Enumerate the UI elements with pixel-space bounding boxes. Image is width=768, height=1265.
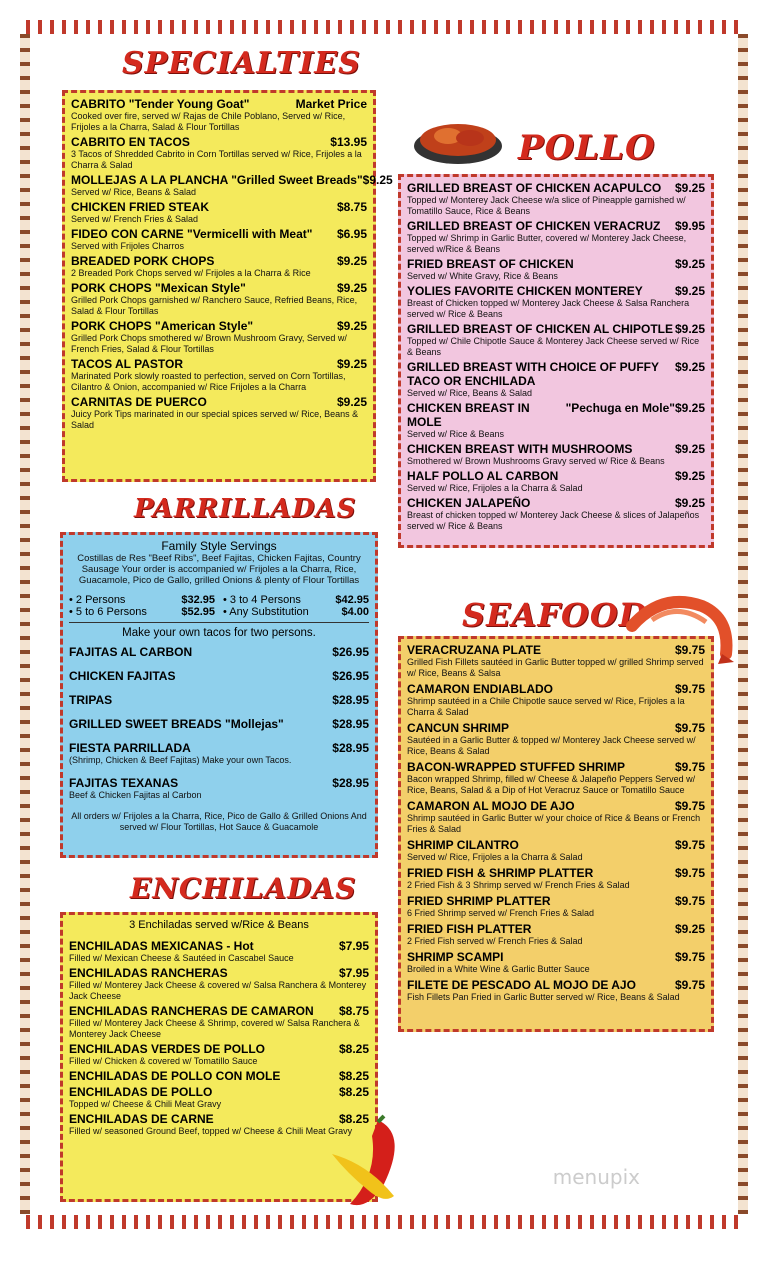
item-description: Served w/ French Fries & Salad bbox=[71, 214, 199, 224]
item-subtitle: "Pechuga en Mole" bbox=[565, 401, 675, 415]
menu-item bbox=[407, 799, 705, 835]
menu-item bbox=[407, 469, 705, 494]
menu-item bbox=[69, 1069, 369, 1083]
item-description: Beef & Chicken Fajitas al Carbon bbox=[69, 790, 202, 800]
item-description: Broiled in a White Wine & Garlic Butter Sauce bbox=[407, 964, 590, 974]
item-description: Filled w/ seasoned Ground Beef, topped w/ Cheese & Chili Meat Gravy bbox=[69, 1126, 353, 1136]
item-name: BACON-WRAPPED STUFFED SHRIMP bbox=[407, 760, 625, 774]
menu-item bbox=[407, 219, 705, 255]
item-price: $6.95 bbox=[336, 227, 367, 241]
item-price: $8.25 bbox=[338, 1042, 369, 1056]
item-name: BREADED PORK CHOPS bbox=[71, 254, 215, 268]
item-price: $8.25 bbox=[338, 1085, 369, 1099]
item-name: PORK CHOPS "Mexican Style" bbox=[71, 281, 246, 295]
item-description: Grilled Fish Fillets sautéed in Garlic Butter topped w/ grilled Shrimp served w/ Rice, Beans & Salsa bbox=[407, 657, 704, 678]
item-price: $9.75 bbox=[674, 799, 705, 813]
menu-item bbox=[407, 360, 705, 399]
menu-item bbox=[71, 319, 367, 355]
item-name: CAMARON ENDIABLADO bbox=[407, 682, 553, 696]
item-name: ENCHILADAS DE POLLO bbox=[69, 1085, 213, 1099]
menu-item bbox=[71, 135, 367, 171]
item-name: HALF POLLO AL CARBON bbox=[407, 469, 559, 483]
item-description: Marinated Pork slowly roasted to perfection, served on Corn Tortillas, Cilantro & Onion, accompanied w/ Rice Frijoles a la Charra bbox=[71, 371, 346, 392]
enchiladas-list bbox=[69, 939, 369, 1137]
item-name: CARNITAS DE PUERCO bbox=[71, 395, 207, 409]
item-description: 6 Fried Shrimp served w/ French Fries & Salad bbox=[407, 908, 595, 918]
menu-item bbox=[407, 682, 705, 718]
item-price: $9.25 bbox=[674, 442, 705, 456]
tacos-note: Make your own tacos for two persons. bbox=[122, 627, 316, 639]
item-name: FRIED FISH PLATTER bbox=[407, 922, 532, 936]
item-name: FAJITAS TEXANAS bbox=[69, 776, 179, 790]
item-price: $9.95 bbox=[674, 219, 705, 233]
top-border bbox=[26, 20, 742, 34]
item-price: $13.95 bbox=[330, 135, 367, 149]
menu-item bbox=[69, 717, 369, 731]
item-price: $9.25 bbox=[336, 281, 367, 295]
item-description: Filled w/ Monterey Jack Cheese & covered w/ Salsa Ranchera & Monterey Jack Cheese bbox=[69, 980, 367, 1001]
item-price: $9.25 bbox=[362, 173, 393, 187]
item-name: ENCHILADAS VERDES DE POLLO bbox=[69, 1042, 266, 1056]
item-description: Grilled Pork Chops smothered w/ Brown Mushroom Gravy, Served w/ French Fries, Salad & Flour Tortillas bbox=[71, 333, 347, 354]
menu-item bbox=[69, 1042, 369, 1067]
item-price: $9.25 bbox=[674, 284, 705, 298]
item-name: FRIED SHRIMP PLATTER bbox=[407, 894, 551, 908]
parrilladas-heading: PARRILLADAS bbox=[134, 494, 357, 524]
item-description: 2 Fried Fish & 3 Shrimp served w/ French Fries & Salad bbox=[407, 880, 630, 890]
specialties-heading: SPECIALTIES bbox=[122, 46, 361, 81]
item-name: YOLIES FAVORITE CHICKEN MONTEREY bbox=[407, 284, 643, 298]
item-price: $9.75 bbox=[674, 760, 705, 774]
item-price: $9.25 bbox=[674, 257, 705, 271]
menu-item bbox=[407, 760, 705, 796]
menu-item bbox=[71, 357, 367, 393]
item-name: FRIED FISH & SHRIMP PLATTER bbox=[407, 866, 594, 880]
item-name: ENCHILADAS RANCHERAS DE CAMARON bbox=[69, 1004, 314, 1018]
menu-item bbox=[69, 939, 369, 964]
item-name: ENCHILADAS DE POLLO CON MOLE bbox=[69, 1069, 281, 1083]
item-price: Market Price bbox=[295, 97, 367, 111]
item-name: GRILLED BREAST OF CHICKEN VERACRUZ bbox=[407, 219, 661, 233]
menu-item bbox=[71, 200, 367, 225]
item-name: FIESTA PARRILLADA bbox=[69, 741, 191, 755]
item-description: Served w/ Rice, Frijoles a la Charra & Salad bbox=[407, 852, 583, 862]
item-price: $9.75 bbox=[674, 978, 705, 992]
specialties-panel bbox=[62, 90, 393, 482]
menu-item bbox=[69, 741, 369, 766]
parrilladas-list bbox=[69, 645, 369, 801]
menu-item bbox=[71, 97, 367, 133]
item-name: FILETE DE PESCADO AL MOJO DE AJO bbox=[407, 978, 636, 992]
item-name: CHICKEN JALAPEÑO bbox=[407, 496, 531, 510]
menu-item bbox=[407, 257, 705, 282]
pollo-heading: POLLO bbox=[518, 128, 656, 168]
menu-item bbox=[407, 496, 705, 532]
menu-item bbox=[407, 721, 705, 757]
item-description: Served with Frijoles Charros bbox=[71, 241, 185, 251]
menu-item bbox=[407, 894, 705, 919]
item-price: $9.25 bbox=[336, 395, 367, 409]
item-price: $28.95 bbox=[332, 693, 369, 707]
item-name: CHICKEN BREAST IN MOLE bbox=[407, 401, 530, 429]
item-name: GRILLED BREAST WITH CHOICE OF PUFFY TACO OR ENCHILADA bbox=[407, 360, 659, 388]
item-name: ENCHILADAS DE CARNE bbox=[69, 1112, 214, 1126]
item-description: Served w/ Rice, Frijoles a la Charra & Salad bbox=[407, 483, 583, 493]
seafood-list bbox=[407, 643, 705, 1003]
item-price: $9.25 bbox=[674, 360, 705, 374]
serving-price: $32.95 bbox=[181, 594, 215, 606]
item-description: Grilled Pork Chops garnished w/ Ranchero Sauce, Refried Beans, Rice, Salad & Flour Tortillas bbox=[71, 295, 358, 316]
item-price: $8.25 bbox=[338, 1069, 369, 1083]
parrilladas-panel bbox=[60, 532, 378, 858]
item-description: Shrimp sautéed in a Chile Chipotle sauce served w/ Rice, Frijoles a la Charra & Salad bbox=[407, 696, 685, 717]
item-price: $9.75 bbox=[674, 838, 705, 852]
menu-item bbox=[69, 966, 369, 1002]
item-price: $9.75 bbox=[674, 643, 705, 657]
item-description: Served w/ Rice & Beans bbox=[407, 429, 505, 439]
item-description: Topped w/ Monterey Jack Cheese w/a slice of Pineapple garnished w/ Tomatillo Sauce, Rice & Beans bbox=[407, 195, 686, 216]
item-description: Topped w/ Shrimp in Garlic Butter, covered w/ Monterey Jack Cheese, served w/Rice & Beans bbox=[407, 233, 687, 254]
item-price: $9.25 bbox=[336, 319, 367, 333]
item-name: TACOS AL PASTOR bbox=[71, 357, 184, 371]
item-name: GRILLED BREAST OF CHICKEN ACAPULCO bbox=[407, 181, 662, 195]
menu-item bbox=[69, 1085, 369, 1110]
watermark: menupix bbox=[552, 1165, 640, 1189]
item-description: Breast of Chicken topped w/ Monterey Jack Cheese & Salsa Ranchera served w/ Rice & Beans bbox=[407, 298, 690, 319]
menu-item bbox=[407, 838, 705, 863]
item-description: Sautéed in a Garlic Butter & topped w/ Monterey Jack Cheese served w/ Rice, Beans & Salad bbox=[407, 735, 696, 756]
menu-item bbox=[69, 693, 369, 707]
menu-item bbox=[407, 284, 705, 320]
item-description: Topped w/ Cheese & Chili Meat Gravy bbox=[69, 1099, 222, 1109]
bottom-border bbox=[26, 1215, 742, 1229]
item-description: Bacon wrapped Shrimp, filled w/ Cheese & Jalapeño Peppers Served w/ Rice, Beans, Salad & a Dip of Hot Veracruz Sauce or Tomatillo Sauce bbox=[407, 774, 696, 795]
item-name: FAJITAS AL CARBON bbox=[69, 645, 193, 659]
item-price: $28.95 bbox=[332, 717, 369, 731]
menu-item bbox=[69, 776, 369, 801]
menu-item bbox=[69, 645, 369, 659]
item-price: $9.75 bbox=[674, 950, 705, 964]
item-name: FRIED BREAST OF CHICKEN bbox=[407, 257, 574, 271]
item-price: $9.25 bbox=[674, 496, 705, 510]
menu-item bbox=[407, 978, 705, 1003]
enchiladas-intro: 3 Enchiladas served w/Rice & Beans bbox=[129, 919, 309, 931]
menu-item bbox=[407, 401, 705, 440]
item-description: Topped w/ Chile Chipotle Sauce & Monterey Jack Cheese served w/ Rice & Beans bbox=[407, 336, 700, 357]
menu-item bbox=[407, 950, 705, 975]
item-name: CHICKEN FRIED STEAK bbox=[71, 200, 210, 214]
item-description: Smothered w/ Brown Mushrooms Gravy served w/ Rice & Beans bbox=[407, 456, 665, 466]
item-name: ENCHILADAS RANCHERAS bbox=[69, 966, 228, 980]
servings-grid bbox=[69, 594, 369, 618]
item-description: Filled w/ Chicken & covered w/ Tomatillo Sauce bbox=[69, 1056, 258, 1066]
left-border bbox=[20, 34, 30, 1214]
item-description: Breast of chicken topped w/ Monterey Jack Cheese & slices of Jalapeños served w/ Rice & Beans bbox=[407, 510, 700, 531]
item-price: $28.95 bbox=[332, 776, 369, 790]
item-description: Filled w/ Mexican Cheese & Sautéed in Cascabel Sauce bbox=[69, 953, 294, 963]
item-price: $28.95 bbox=[332, 741, 369, 755]
item-name: VERACRUZANA PLATE bbox=[407, 643, 541, 657]
item-price: $9.25 bbox=[336, 254, 367, 268]
item-description: Fish Fillets Pan Fried in Garlic Butter served w/ Rice, Beans & Salad bbox=[407, 992, 680, 1002]
item-name: CANCUN SHRIMP bbox=[407, 721, 509, 735]
item-name: SHRIMP SCAMPI bbox=[407, 950, 504, 964]
item-price: $9.25 bbox=[674, 322, 705, 336]
menu-item bbox=[71, 173, 393, 198]
item-price: $7.95 bbox=[338, 939, 369, 953]
item-price: $9.75 bbox=[674, 866, 705, 880]
item-price: $7.95 bbox=[338, 966, 369, 980]
item-price: $8.75 bbox=[338, 1004, 369, 1018]
item-name: GRILLED SWEET BREADS "Mollejas" bbox=[69, 717, 284, 731]
item-description: Served w/ Rice, Beans & Salad bbox=[71, 187, 197, 197]
serving-price: $42.95 bbox=[335, 594, 369, 606]
item-description: Shrimp sautéed in Garlic Butter w/ your choice of Rice & Beans or French Fries & Salad bbox=[407, 813, 701, 834]
menu-item bbox=[69, 669, 369, 683]
menu-item bbox=[407, 643, 705, 679]
item-name: TRIPAS bbox=[69, 693, 113, 707]
menu-item bbox=[71, 254, 367, 279]
item-description: 2 Fried Fish served w/ French Fries & Salad bbox=[407, 936, 583, 946]
seafood-panel bbox=[398, 636, 714, 1032]
item-price: $9.75 bbox=[674, 894, 705, 908]
item-price: $9.25 bbox=[674, 401, 705, 415]
serving-label: • 2 Persons bbox=[69, 594, 126, 606]
menu-item bbox=[407, 922, 705, 947]
item-name: GRILLED BREAST OF CHICKEN AL CHIPOTLE bbox=[407, 322, 674, 336]
item-description: 3 Tacos of Shredded Cabrito in Corn Tortillas served w/ Rice, Frijoles a la Charra & Salad bbox=[71, 149, 362, 170]
item-price: $9.75 bbox=[674, 721, 705, 735]
menu-item bbox=[71, 281, 367, 317]
item-description: Served w/ Rice, Beans & Salad bbox=[407, 388, 533, 398]
item-description: (Shrimp, Chicken & Beef Fajitas) Make your own Tacos. bbox=[69, 755, 292, 765]
serving-label: • 3 to 4 Persons bbox=[223, 594, 301, 606]
item-name: SHRIMP CILANTRO bbox=[407, 838, 519, 852]
item-name: MOLLEJAS A LA PLANCHA "Grilled Sweet Breads" bbox=[71, 173, 363, 187]
item-price: $9.25 bbox=[336, 357, 367, 371]
item-description: Cooked over fire, served w/ Rajas de Chile Poblano, Served w/ Rice, Frijoles a la Charra, Salad & Flour Tortillas bbox=[71, 111, 346, 132]
menu-item bbox=[407, 181, 705, 217]
serving-label: • Any Substitution bbox=[223, 606, 309, 618]
parrilladas-footer: All orders w/ Frijoles a la Charra, Rice, Pico de Gallo & Grilled Onions And served w/ Flour Tortillas, Hot Sauce & Guacamole bbox=[71, 811, 367, 832]
item-name: CABRITO "Tender Young Goat" bbox=[71, 97, 250, 111]
menu-item bbox=[69, 1004, 369, 1040]
divider bbox=[69, 622, 369, 623]
parrilladas-intro: Costillas de Res "Beef Ribs", Beef Fajitas, Chicken Fajitas, Country Sausage Your order is accompanied w/ Frijoles a la Charra, Rice, Guacamole, Pico de Gallo, grilled Onions & plenty of Flour Tortillas bbox=[77, 553, 361, 586]
item-name: CAMARON AL MOJO DE AJO bbox=[407, 799, 575, 813]
item-price: $9.25 bbox=[674, 922, 705, 936]
item-price: $26.95 bbox=[332, 645, 369, 659]
item-description: Served w/ White Gravy, Rice & Beans bbox=[407, 271, 558, 281]
item-price: $9.25 bbox=[674, 469, 705, 483]
item-name: CHICKEN FAJITAS bbox=[69, 669, 176, 683]
serving-price: $52.95 bbox=[181, 606, 215, 618]
item-price: $9.25 bbox=[674, 181, 705, 195]
chicken-plate-icon bbox=[412, 108, 504, 168]
specialties-list bbox=[71, 97, 393, 431]
menu-item bbox=[407, 322, 705, 358]
item-price: $26.95 bbox=[332, 669, 369, 683]
item-name: CHICKEN BREAST WITH MUSHROOMS bbox=[407, 442, 633, 456]
item-price: $8.25 bbox=[338, 1112, 369, 1126]
pollo-panel bbox=[398, 174, 714, 548]
item-description: Filled w/ Monterey Jack Cheese & Shrimp, covered w/ Salsa Ranchera & Monterey Jack Cheese bbox=[69, 1018, 360, 1039]
item-name: CABRITO EN TACOS bbox=[71, 135, 190, 149]
menu-item bbox=[69, 1112, 369, 1137]
item-name: PORK CHOPS "American Style" bbox=[71, 319, 254, 333]
chili-peppers-icon bbox=[328, 1114, 404, 1210]
item-name: ENCHILADAS MEXICANAS - Hot bbox=[69, 939, 254, 953]
item-price: $9.75 bbox=[674, 682, 705, 696]
menu-item bbox=[407, 866, 705, 891]
parrilladas-title: Family Style Servings bbox=[161, 539, 277, 553]
item-description: Juicy Pork Tips marinated in our special spices served w/ Rice, Beans & Salad bbox=[71, 409, 359, 430]
seafood-heading: SEAFOOD bbox=[462, 596, 648, 634]
menu-item bbox=[71, 395, 367, 431]
menu-item bbox=[71, 227, 367, 252]
serving-label: • 5 to 6 Persons bbox=[69, 606, 147, 618]
enchiladas-heading: ENCHILADAS bbox=[130, 872, 357, 905]
serving-price: $4.00 bbox=[341, 606, 369, 618]
item-description: 2 Breaded Pork Chops served w/ Frijoles a la Charra & Rice bbox=[71, 268, 311, 278]
pollo-list bbox=[407, 181, 705, 532]
item-price: $8.75 bbox=[336, 200, 367, 214]
item-name: FIDEO CON CARNE "Vermicelli with Meat" bbox=[71, 227, 313, 241]
menu-item bbox=[407, 442, 705, 467]
